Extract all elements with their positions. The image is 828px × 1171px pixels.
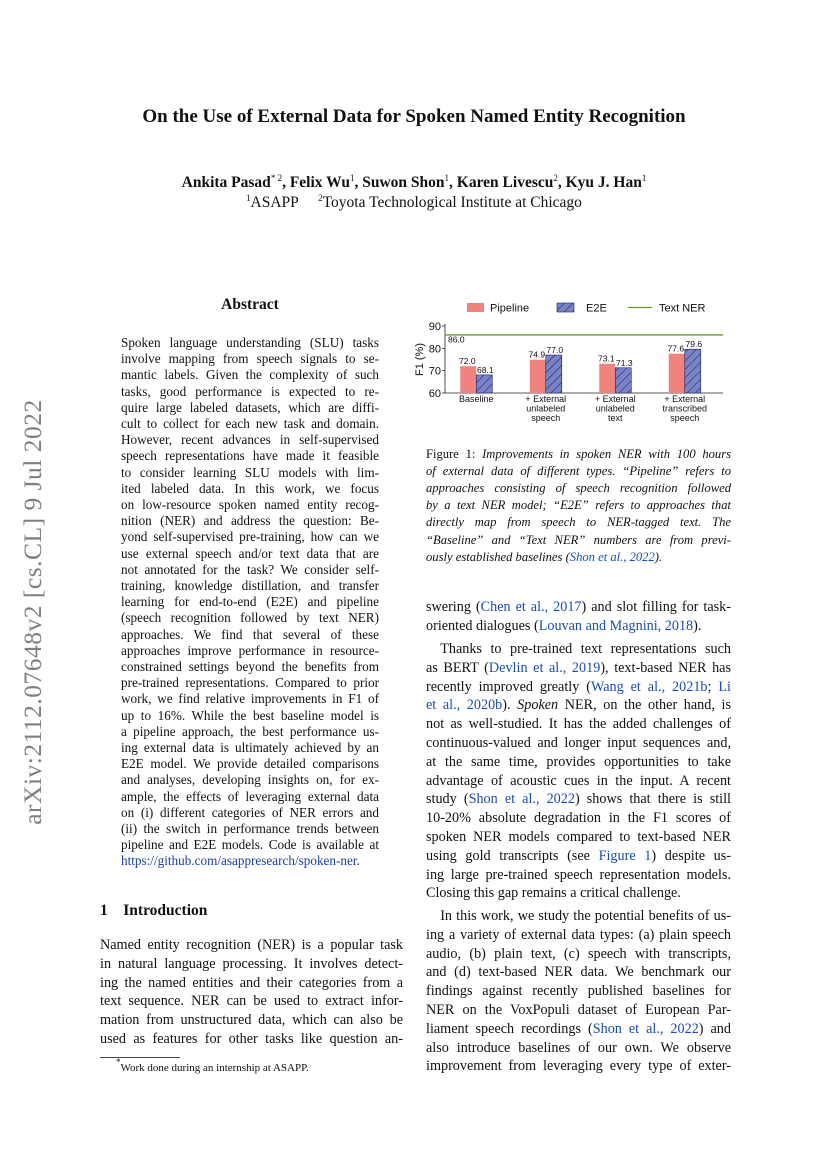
bar-value-label: 77.6 [667, 343, 685, 354]
citation-link[interactable]: Li [718, 678, 731, 695]
abstract-line: E2E model. We provide detailed comparisons [121, 756, 379, 772]
caption-text: Improvements in spoken NER with 100 hours [475, 447, 732, 461]
caption-line [426, 480, 731, 497]
abstract-line: nition (NER) and address the question: Be- [121, 513, 379, 529]
abstract-line: not annotated for the task? We consider self- [121, 561, 379, 577]
author-affiliation-mark: * 2 [270, 173, 283, 183]
abstract-line: use external speech and/or text data that are [121, 545, 379, 561]
body-text-line: swering (Chen et al., 2017) and slot filling for task- [426, 599, 731, 615]
body-text-line: oriented dialogues (Louvan and Magnini, 2018). [426, 617, 702, 634]
abstract-line: a pipeline approach, the best performance us- [121, 723, 379, 739]
affiliation-name: ASAPP [250, 194, 299, 211]
body-text-line: used as features for other tasks like question an- [100, 1031, 403, 1047]
body-text-line: In this work, we study the potential benefits of us- [426, 908, 731, 924]
abstract-line: on low-resource spoken named entity recog- [121, 497, 379, 512]
x-tick-label: speech [670, 413, 700, 423]
x-tick-label: unlabeled [595, 403, 635, 414]
body-text-line: ing a variety of external data types: (a) plain speech [426, 926, 731, 943]
abstract-line: speech representations have made it feasible [121, 448, 379, 464]
body-text-line: 10-20% absolute degradation in the F1 scores of [426, 810, 731, 827]
body-text-line: recently improved greatly (Wang et al., 2021b; Li [426, 678, 731, 695]
caption-text: directly map from speech to NER-tagged text. The [426, 515, 731, 530]
author-name: Felix Wu [289, 174, 350, 191]
emphasis-text: Spoken [517, 697, 559, 714]
caption-line [426, 497, 731, 514]
citation-link[interactable]: et al., 2020b [426, 697, 503, 714]
caption-text: of external data of different types. “Pipeline” refers to [426, 464, 731, 479]
citation-link[interactable]: Wang et al., 2021b [590, 678, 708, 695]
author-affiliation-mark: 1 [349, 173, 355, 183]
caption-text: ). [654, 549, 663, 564]
abstract-line: tasks, good performance is expected to re- [121, 383, 379, 399]
abstract-line: mantic labels. Given the complexity of such [121, 367, 379, 383]
affiliation-name: Toyota Technological Institute at Chicago [322, 194, 582, 211]
caption-text: ously established baselines ( [426, 549, 570, 564]
abstract-heading: Abstract [221, 296, 279, 313]
y-axis-label: F1 (%) [414, 343, 426, 376]
body-text-line: in natural language processing. It involves detect- [100, 955, 403, 972]
body-text-line: Named entity recognition (NER) is a popular task [100, 937, 403, 953]
footnote-text: Work done during an internship at ASAPP. [120, 1062, 309, 1074]
abstract-line: yond self-supervised pre-training, how can we [121, 529, 379, 545]
x-tick-label: + External [525, 394, 567, 404]
citation-link[interactable]: Devlin et al., 2019 [488, 659, 601, 676]
abstract-line: and analyses, developing insights on, for ex- [121, 772, 379, 788]
body-text-line: audio, (b) plain text, (c) speech with transcripts, [426, 945, 731, 962]
pipeline-bar [599, 364, 615, 393]
code-repository-link[interactable]: https://github.com/asappresearch/spoken-ner [121, 853, 357, 869]
x-tick-label: + External [594, 394, 636, 404]
abstract-line: (speech recognition followed by text NER) [121, 610, 379, 626]
body-text-line: study (Shon et al., 2022) shows that there is still [426, 791, 731, 808]
body-text-line: ing the named entities and their categories from a [100, 974, 403, 991]
y-tick-label: 80 [428, 343, 441, 356]
caption-text: “Baseline” and “Text NER” numbers are from previ- [426, 532, 731, 547]
bar-value-label: 77.0 [546, 345, 564, 356]
caption-line [426, 549, 731, 566]
abstract-line: pipeline and E2E models. Code is available at [121, 837, 379, 853]
abstract-line: Spoken language understanding (SLU) tasks [121, 335, 379, 350]
citation-link[interactable]: Louvan and Magnini, 2018 [538, 617, 694, 634]
body-text-line: ing large pre-trained speech representation models. [426, 866, 731, 883]
author-affiliation-mark: 1 [641, 173, 647, 183]
y-tick-label: 70 [428, 365, 441, 378]
author-name: Karen Livescu [456, 174, 554, 191]
author-name: Suwon Shon [362, 174, 445, 191]
x-tick-label: speech [531, 413, 561, 423]
abstract-line: ited labeled data. In this work, we focus [121, 480, 379, 496]
citation-link[interactable]: Chen et al., 2017 [480, 599, 582, 615]
footnote-rule [100, 1057, 180, 1058]
legend-label-pipeline: Pipeline [490, 302, 530, 315]
section-title: Introduction [123, 902, 208, 919]
abstract-line: https://github.com/asappresearch/spoken-ner. [121, 853, 360, 869]
abstract-line: quire large labeled datasets, which are diffi- [121, 399, 379, 415]
bar-value-label: 71.3 [616, 357, 633, 368]
body-text-line: mation from unstructured data, which can also be [100, 1012, 403, 1029]
paper-title: On the Use of External Data for Spoken Named Entity Recognition [142, 106, 686, 127]
body-text-line: findings against recently published baselines for [426, 983, 731, 1000]
caption-line [426, 446, 731, 463]
affiliation-mark: 2 [318, 193, 323, 203]
body-text-line: text sequence. NER can be used to extract infor- [100, 993, 403, 1010]
legend-label-e2e: E2E [586, 302, 607, 315]
bar-value-label: 73.1 [598, 353, 615, 364]
abstract-line: training, knowledge distillation, and transfer [121, 578, 379, 593]
x-tick-label: Baseline [459, 394, 494, 404]
pipeline-bar [669, 354, 685, 393]
e2e-bar [685, 349, 701, 393]
author-affiliation-mark: 2 [553, 173, 558, 183]
body-text-line: spoken NER models compared to text-based NER [426, 829, 731, 845]
abstract-line: cult to collect for each new task and domain. [121, 416, 379, 431]
y-tick-label: 60 [428, 388, 441, 400]
citation-link[interactable]: Shon et al., 2022 [592, 1020, 699, 1037]
body-text-line: liament speech recordings (Shon et al., 2022) and [426, 1020, 731, 1037]
legend-swatch-pipeline [467, 303, 484, 312]
abstract-line: constrained settings beyond the benefits from [121, 659, 379, 674]
abstract-line: ample, the effects of leveraging external data [121, 788, 379, 804]
citation-link[interactable]: Figure 1 [598, 847, 652, 864]
x-tick-label: unlabeled [526, 403, 566, 414]
section-number: 1 [100, 902, 108, 919]
affiliation-mark: 1 [246, 193, 251, 203]
author-affiliation-mark: 1 [444, 173, 450, 183]
x-tick-label: text [608, 413, 623, 423]
pipeline-bar [530, 360, 546, 393]
caption-line [426, 514, 731, 531]
x-tick-label: + External [664, 394, 706, 404]
abstract-line: work, we find relative improvements in F1 of [121, 691, 379, 707]
section-heading-introduction [100, 902, 207, 920]
abstract-line: learning for end-to-end (E2E) and pipeline [121, 594, 379, 610]
author-name: Ankita Pasad [181, 174, 271, 191]
bar-value-label: 74.9 [528, 349, 546, 360]
abstract-line: approaches. We find that several of these [121, 626, 379, 642]
citation-link[interactable]: Shon et al., 2022 [468, 791, 575, 808]
figure-1-bar-chart [410, 296, 740, 430]
body-text-line: Closing this gap remains a critical challenge. [426, 885, 681, 902]
abstract-line: (ii) the switch in performance trends between [121, 821, 379, 836]
abstract-line: ing external data is ultimately achieved by an [121, 740, 379, 755]
x-tick-label: transcribed [662, 403, 708, 414]
y-tick-label: 90 [428, 321, 441, 333]
e2e-bar [615, 368, 631, 393]
e2e-bar [476, 375, 492, 393]
footnote-mark: * [116, 1057, 121, 1067]
caption-text: by a text NER model; “E2E” refers to approaches that [426, 498, 731, 513]
body-text-line: Thanks to pre-trained text representations such [426, 641, 731, 657]
bar-value-label: 68.1 [477, 364, 494, 375]
body-text-line: et al., 2020b). Spoken NER, on the other hand, is [426, 697, 731, 714]
caption-line [426, 532, 731, 549]
body-text-line: as BERT (Devlin et al., 2019), text-based NER has [426, 659, 731, 676]
affiliation-list [0, 194, 828, 212]
citation-link[interactable]: Shon et al., 2022 [569, 549, 655, 564]
bar-value-label: 79.6 [685, 339, 703, 350]
body-text-line: advantage of acoustic cues in the input. A recent [426, 772, 731, 789]
author-list: Ankita Pasad$^{* 2}$, Felix Wu$^1$, Suwon Shon$^1$, Karen Livescu$^2$, Kyu J. Han$^1$ [181, 173, 647, 191]
caption-label: Figure 1: [426, 447, 476, 461]
legend-label-text-ner: Text NER [659, 302, 706, 315]
footnote [116, 1057, 309, 1074]
abstract-line: up to 16%. While the best baseline model is [121, 707, 379, 723]
body-text-line: continuous-valued and longer input sequences and, [426, 735, 731, 751]
abstract-line: on (i) different categories of NER errors and [121, 804, 379, 820]
body-text-line: at the same time, provides opportunities to take [426, 753, 731, 770]
e2e-bar [546, 355, 562, 393]
abstract-line: However, recent advances in self-supervised [121, 432, 379, 448]
body-text-line: NER on the VoxPopuli dataset of European Par- [426, 1002, 731, 1018]
caption-text: approaches consisting of speech recognition followed [426, 481, 731, 496]
abstract-line: pre-trained representations. Compared to prior [121, 675, 379, 691]
abstract-line: to consider learning SLU models with lim- [121, 464, 379, 480]
pipeline-bar [460, 366, 476, 393]
body-text-line: improvement from leveraging every type of exter- [426, 1058, 731, 1075]
body-text-line: and (d) text-based NER data. We benchmark our [426, 964, 731, 981]
abstract-line: involve mapping from speech signals to se- [121, 351, 379, 367]
caption-line [426, 463, 731, 480]
body-text-line: also introduce baselines of our own. We observe [426, 1039, 731, 1056]
author-name: Kyu J. Han [565, 174, 642, 191]
legend-swatch-e2e [557, 303, 574, 312]
bar-value-label: 72.0 [459, 356, 476, 367]
body-text-line: not as well-studied. It has the added challenges of [426, 716, 731, 733]
body-text-line: using gold transcripts (see Figure 1) despite us- [426, 847, 731, 864]
abstract-line: approaches improve performance in resource- [121, 642, 379, 658]
reference-value-label: 86.0 [448, 334, 465, 345]
arxiv-identifier: arXiv:2112.07648v2 [cs.CL] 9 Jul 2022 [18, 399, 47, 825]
